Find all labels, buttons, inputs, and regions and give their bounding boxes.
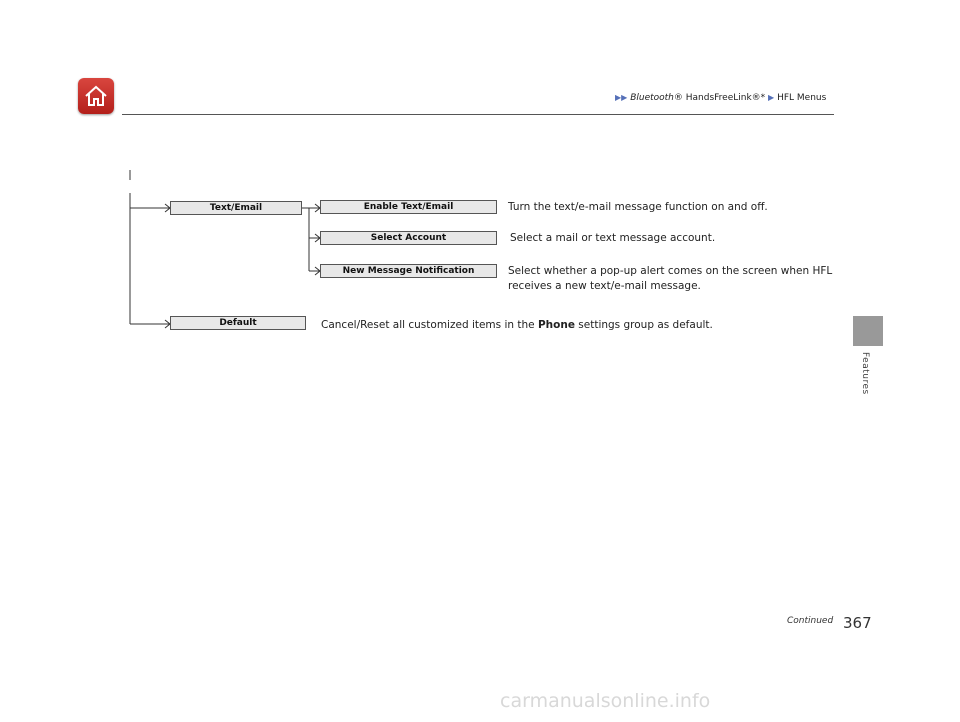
page-number: 367 — [843, 614, 872, 632]
menu-text-email[interactable]: Text/Email — [170, 201, 302, 215]
menu-enable-text-email[interactable]: Enable Text/Email — [320, 200, 497, 214]
menu-select-account[interactable]: Select Account — [320, 231, 497, 245]
breadcrumb-handsfreelink[interactable]: ® HandsFreeLink®* — [673, 93, 766, 103]
breadcrumb-bluetooth[interactable]: Bluetooth — [630, 93, 674, 103]
features-tab-label: Features — [860, 352, 870, 395]
default-desc-post: settings group as default. — [574, 319, 713, 331]
watermark: carmanualsonline.info — [500, 690, 711, 712]
new-message-desc-line1: Select whether a pop-up alert comes on the screen when HFL — [508, 265, 833, 277]
new-message-desc-line2: receives a new text/e-mail message. — [508, 280, 701, 292]
menu-new-message-notification[interactable]: New Message Notification — [320, 264, 497, 278]
default-desc-bold: Phone — [537, 319, 575, 331]
breadcrumb-arrow-icon: ▶ — [768, 93, 775, 102]
enable-text-email-description: Turn the text/e-mail message function on and off. — [508, 201, 768, 213]
breadcrumb-hfl-menus[interactable]: HFL Menus — [777, 93, 827, 103]
select-account-description: Select a mail or text message account. — [510, 232, 716, 244]
breadcrumb-arrow-icon: ▶▶ — [615, 93, 628, 102]
menu-default[interactable]: Default — [170, 316, 306, 330]
continued-label: Continued — [787, 616, 834, 626]
default-desc-pre: Cancel/Reset all customized items in the — [321, 319, 538, 331]
new-message-notification-description — [508, 264, 832, 294]
default-description — [321, 318, 713, 333]
